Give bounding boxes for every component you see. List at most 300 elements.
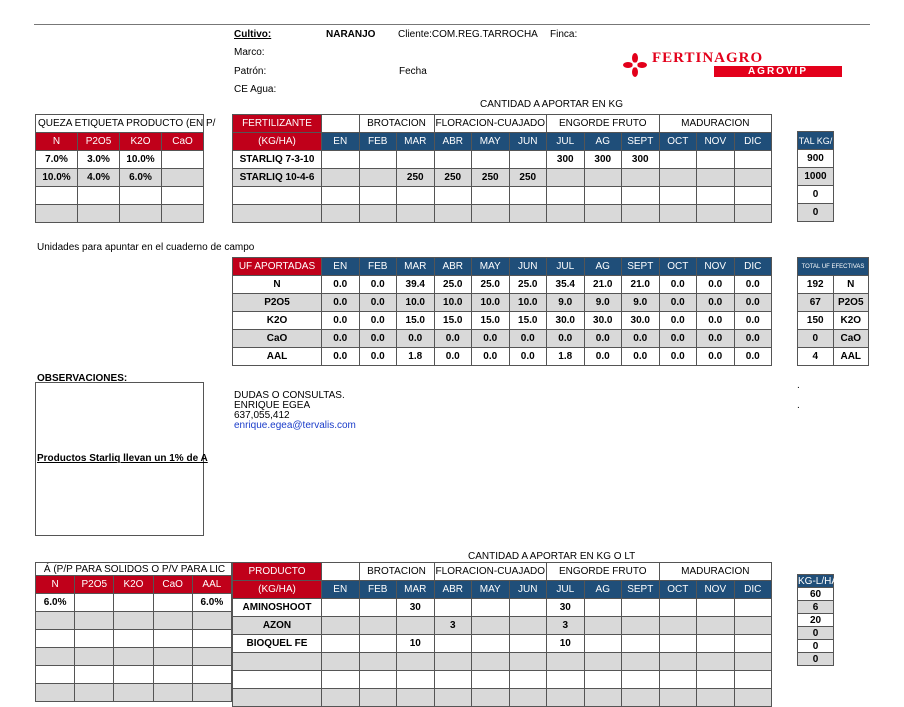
t1-caption: CANTIDAD A APORTAR EN KG	[480, 99, 623, 110]
t3-riqueza-table	[35, 562, 232, 702]
t1-cell	[434, 187, 472, 205]
t1-riq-cell	[36, 187, 78, 205]
t1-month: FEB	[359, 133, 397, 151]
t2-cell: 0.0	[659, 276, 697, 294]
t1-cell	[472, 151, 510, 169]
t2-cell: 0.0	[472, 330, 510, 348]
t1-cell	[359, 187, 397, 205]
t2-month: JUN	[509, 258, 547, 276]
t3-cell	[359, 635, 397, 653]
t1-riq-cell	[162, 169, 204, 187]
t3-cell	[622, 599, 660, 617]
t1-riq-col: K2O	[120, 133, 162, 151]
t3-riq-cell	[153, 666, 192, 684]
t2-month: ABR	[434, 258, 472, 276]
t3-riq-cell	[114, 594, 153, 612]
t3-cell	[322, 671, 360, 689]
t2-cell: 9.0	[622, 294, 660, 312]
t3-total: 60	[798, 588, 834, 601]
t1-cell	[547, 187, 585, 205]
t3-riq-cell	[114, 630, 153, 648]
t1-cell: 250	[472, 169, 510, 187]
t2-total-title: TOTAL UF EFECTIVAS	[798, 258, 869, 276]
t1-riq-cell	[162, 187, 204, 205]
t1-month: MAY	[472, 133, 510, 151]
t3-riq-cell	[192, 648, 231, 666]
t3-riq-cell	[192, 630, 231, 648]
t3-riq-cell	[114, 684, 153, 702]
t3-cell	[509, 689, 547, 707]
t2-month: NOV	[697, 258, 735, 276]
t3-riq-cell	[75, 630, 114, 648]
t3-cell	[472, 689, 510, 707]
t1-riq-cell	[78, 205, 120, 223]
t3-riq-cell	[153, 612, 192, 630]
fecha-label: Fecha	[399, 66, 427, 77]
t3-cell	[509, 653, 547, 671]
t2-cell: 30.0	[622, 312, 660, 330]
t2-total-val: 4	[798, 348, 834, 366]
t2-cell: 0.0	[359, 348, 397, 366]
t1-total: 0	[798, 186, 834, 204]
t2-cell: 0.0	[734, 330, 772, 348]
t1-fert-h2: (KG/HA)	[233, 133, 322, 151]
t1-cell	[322, 205, 360, 223]
t2-cell: 25.0	[472, 276, 510, 294]
t3-cell	[622, 635, 660, 653]
t3-cell	[659, 653, 697, 671]
t3-group-floracion: FLORACION-CUAJADO	[434, 563, 547, 581]
t1-month: SEPT	[622, 133, 660, 151]
t3-month: OCT	[659, 581, 697, 599]
obs-title: OBSERVACIONES:	[37, 373, 128, 384]
t1-month: OCT	[659, 133, 697, 151]
t1-cell	[734, 205, 772, 223]
t3-total: 0	[798, 627, 834, 640]
t3-riq-cell	[114, 612, 153, 630]
t1-month: JUN	[509, 133, 547, 151]
t2-cell: 10.0	[397, 294, 435, 312]
t1-row-name	[233, 187, 322, 205]
finca-label: Finca:	[550, 29, 578, 40]
t2-month: OCT	[659, 258, 697, 276]
t1-total-title: TAL KG/	[798, 132, 834, 150]
t3-cell	[697, 599, 735, 617]
table-row	[233, 169, 772, 187]
t3-cell	[472, 617, 510, 635]
t3-cell	[397, 617, 435, 635]
t2-cell: 15.0	[509, 312, 547, 330]
logo-flower-icon	[622, 52, 648, 78]
t2-cell: 0.0	[697, 294, 735, 312]
t2-cell: 0.0	[697, 348, 735, 366]
t3-group-maduracion: MADURACION	[659, 563, 772, 581]
t3-row-name: BIOQUEL FE	[233, 635, 322, 653]
t3-cell: 30	[397, 599, 435, 617]
t2-cell: 10.0	[434, 294, 472, 312]
t2-cell: 0.0	[659, 294, 697, 312]
table-row	[233, 312, 772, 330]
contact-email[interactable]: enrique.egea@tervalis.com	[234, 420, 356, 431]
t2-total-val: 0	[798, 330, 834, 348]
t3-cell	[509, 671, 547, 689]
logo-sub: AGROVIP	[714, 66, 842, 77]
t1-cell	[472, 187, 510, 205]
contact-title: DUDAS O CONSULTAS.	[234, 390, 345, 401]
t1-riqueza-title: QUEZA ETIQUETA PRODUCTO (EN P/	[36, 115, 204, 133]
t3-cell	[734, 635, 772, 653]
fertinagro-logo	[622, 52, 844, 78]
t3-riq-cell	[75, 666, 114, 684]
t2-cell: 0.0	[659, 348, 697, 366]
t3-cell	[322, 689, 360, 707]
t3-month: SEPT	[622, 581, 660, 599]
t3-riq-cell	[36, 666, 75, 684]
t3-riq-cell	[75, 594, 114, 612]
t2-cell: 0.0	[359, 312, 397, 330]
t3-prod-table	[232, 562, 772, 707]
t3-riq-col: N	[36, 576, 75, 594]
t1-cell: 300	[547, 151, 585, 169]
t3-riqueza-title: Á (P/P PARA SOLIDOS O P/V PARA LIC	[36, 563, 232, 576]
t3-cell	[322, 599, 360, 617]
t3-riq-cell: 6.0%	[36, 594, 75, 612]
t2-cell: 0.0	[734, 294, 772, 312]
t3-caption: CANTIDAD A APORTAR EN KG O LT	[468, 551, 636, 562]
table-row	[233, 330, 772, 348]
logo-name: FERTINAGRO	[652, 50, 764, 66]
t2-total-table	[797, 257, 869, 366]
t1-riqueza-table	[35, 114, 216, 223]
t1-cell	[359, 205, 397, 223]
t1-month: EN	[322, 133, 360, 151]
t1-cell	[697, 151, 735, 169]
t2-cell: 0.0	[359, 330, 397, 348]
t3-row-name: AMINOSHOOT	[233, 599, 322, 617]
t2-cell: 25.0	[509, 276, 547, 294]
t2-row-name: N	[233, 276, 322, 294]
t2-cell: 0.0	[509, 348, 547, 366]
t1-group-maduracion: MADURACION	[659, 115, 772, 133]
t1-riq-cell: 7.0%	[36, 151, 78, 169]
t3-riq-col: P2O5	[75, 576, 114, 594]
t3-cell	[359, 617, 397, 635]
t3-total: 6	[798, 601, 834, 614]
t3-month: JUL	[547, 581, 585, 599]
t3-total: 0	[798, 653, 834, 666]
t3-cell	[584, 653, 622, 671]
t1-cell	[509, 205, 547, 223]
t3-row-name	[233, 689, 322, 707]
t2-row-name: P2O5	[233, 294, 322, 312]
t1-month: MAR	[397, 133, 435, 151]
t3-cell: 3	[434, 617, 472, 635]
t1-cell	[659, 169, 697, 187]
t1-total-table	[797, 114, 834, 222]
t3-row-name	[233, 653, 322, 671]
t2-month: DIC	[734, 258, 772, 276]
cliente-text: Cliente:COM.REG.TARROCHA	[398, 29, 538, 40]
t2-month: EN	[322, 258, 360, 276]
t1-riq-cell	[120, 205, 162, 223]
t2-month: FEB	[359, 258, 397, 276]
t3-cell	[547, 653, 585, 671]
t3-month: ABR	[434, 581, 472, 599]
t2-month: AG	[584, 258, 622, 276]
t1-cell	[547, 169, 585, 187]
t1-cell	[734, 169, 772, 187]
t3-cell	[397, 653, 435, 671]
t2-cell: 0.0	[734, 348, 772, 366]
t1-cell	[322, 151, 360, 169]
t1-cell	[509, 187, 547, 205]
t2-total-unit: N	[833, 276, 869, 294]
t2-cell: 0.0	[697, 312, 735, 330]
t3-cell	[659, 689, 697, 707]
t3-group-brotacion: BROTACION	[359, 563, 434, 581]
t1-month: DIC	[734, 133, 772, 151]
t2-month: MAY	[472, 258, 510, 276]
t1-riq-col: CaO	[162, 133, 204, 151]
t3-riq-cell	[153, 630, 192, 648]
t2-cell: 0.0	[322, 294, 360, 312]
t3-month: MAY	[472, 581, 510, 599]
t1-cell	[397, 205, 435, 223]
t3-cell	[584, 635, 622, 653]
t1-fert-table	[232, 114, 772, 223]
t3-cell	[734, 599, 772, 617]
t2-total-val: 67	[798, 294, 834, 312]
t3-cell	[359, 599, 397, 617]
table-row	[233, 187, 772, 205]
t3-cell: 10	[547, 635, 585, 653]
t1-riq-cell: 6.0%	[120, 169, 162, 187]
t2-row-name: AAL	[233, 348, 322, 366]
t3-cell	[359, 653, 397, 671]
t2-cell: 21.0	[584, 276, 622, 294]
t1-cell	[697, 205, 735, 223]
t3-riq-cell: 6.0%	[192, 594, 231, 612]
t3-cell	[397, 671, 435, 689]
t2-title: UF APORTADAS	[233, 258, 322, 276]
t1-riq-col: P2O5	[78, 133, 120, 151]
t1-cell	[622, 205, 660, 223]
t3-cell	[659, 617, 697, 635]
t3-riq-cell	[192, 684, 231, 702]
t2-cell: 0.0	[322, 312, 360, 330]
t1-row-name: STARLIQ 7-3-10	[233, 151, 322, 169]
t3-row-name: AZON	[233, 617, 322, 635]
t3-month: FEB	[359, 581, 397, 599]
t2-cell: 0.0	[322, 348, 360, 366]
t1-riq-cell: 10.0%	[120, 151, 162, 169]
top-rule	[34, 24, 870, 25]
t2-row-name: CaO	[233, 330, 322, 348]
t3-group-engorde: ENGORDE FRUTO	[547, 563, 660, 581]
t2-cell: 1.8	[547, 348, 585, 366]
t2-cell: 0.0	[509, 330, 547, 348]
t3-cell	[622, 671, 660, 689]
t1-cell: 300	[622, 151, 660, 169]
t3-cell	[697, 671, 735, 689]
t2-cell: 10.0	[472, 294, 510, 312]
t3-cell	[472, 653, 510, 671]
t2-cell: 0.0	[359, 294, 397, 312]
ce-agua-label: CE Agua:	[234, 84, 277, 95]
contact-name: ENRIQUE EGEA	[234, 400, 311, 411]
table-row	[233, 635, 772, 653]
table-row	[233, 294, 772, 312]
t1-riq-cell: 3.0%	[78, 151, 120, 169]
t1-cell: 250	[397, 169, 435, 187]
t2-total-val: 192	[798, 276, 834, 294]
t2-cell: 1.8	[397, 348, 435, 366]
t2-cell: 9.0	[547, 294, 585, 312]
t1-riq-cell	[78, 187, 120, 205]
t1-cell	[397, 187, 435, 205]
t2-cell: 0.0	[734, 312, 772, 330]
t1-group-brotacion: BROTACION	[359, 115, 434, 133]
t3-cell	[434, 599, 472, 617]
t3-cell	[472, 671, 510, 689]
table-row	[233, 617, 772, 635]
t2-total-unit: P2O5	[833, 294, 869, 312]
t2-cell: 0.0	[322, 276, 360, 294]
patron-label: Patrón:	[234, 66, 267, 77]
table-row	[233, 151, 772, 169]
cultivo-value: NARANJO	[326, 29, 376, 40]
t3-riq-col: CaO	[153, 576, 192, 594]
t3-riq-cell	[114, 666, 153, 684]
t3-cell	[434, 635, 472, 653]
t3-cell	[734, 671, 772, 689]
t2-cell: 0.0	[359, 276, 397, 294]
t2-cell: 0.0	[622, 330, 660, 348]
t3-cell	[584, 689, 622, 707]
t1-cell	[622, 169, 660, 187]
t3-cell	[547, 689, 585, 707]
t3-cell	[322, 617, 360, 635]
t1-cell	[547, 205, 585, 223]
t2-cell: 35.4	[547, 276, 585, 294]
t1-cell	[359, 169, 397, 187]
t3-riq-cell	[36, 612, 75, 630]
t3-month: JUN	[509, 581, 547, 599]
t1-cell	[397, 151, 435, 169]
table-row	[233, 205, 772, 223]
t3-cell	[322, 635, 360, 653]
t1-cell	[659, 151, 697, 169]
t3-riq-cell	[36, 630, 75, 648]
t2-cell: 0.0	[659, 312, 697, 330]
t1-riq-col: N	[36, 133, 78, 151]
t1-row-name	[233, 205, 322, 223]
t2-cell: 0.0	[397, 330, 435, 348]
t3-cell	[584, 599, 622, 617]
t3-cell	[659, 671, 697, 689]
t2-cell: 0.0	[472, 348, 510, 366]
t1-riq-cell	[36, 205, 78, 223]
t3-group-empty	[322, 563, 360, 581]
t2-cell: 0.0	[584, 330, 622, 348]
t3-cell	[434, 689, 472, 707]
t2-cell: 0.0	[434, 348, 472, 366]
t2-cell: 0.0	[659, 330, 697, 348]
table-row	[233, 671, 772, 689]
t2-cell: 21.0	[622, 276, 660, 294]
t1-cell	[584, 205, 622, 223]
t3-cell	[472, 635, 510, 653]
t3-total: 0	[798, 640, 834, 653]
t1-row-name: STARLIQ 10-4-6	[233, 169, 322, 187]
t3-cell	[509, 599, 547, 617]
t3-riq-cell	[75, 648, 114, 666]
t2-cell: 0.0	[547, 330, 585, 348]
t1-month: AG	[584, 133, 622, 151]
table-row	[233, 653, 772, 671]
table-row	[233, 599, 772, 617]
t3-total-table	[797, 562, 839, 666]
t1-cell	[584, 169, 622, 187]
t3-cell	[584, 617, 622, 635]
t3-cell	[547, 671, 585, 689]
t3-prod-h2: (KG/HA)	[233, 581, 322, 599]
t3-cell	[622, 617, 660, 635]
t3-riq-cell	[192, 612, 231, 630]
t3-riq-cell	[153, 594, 192, 612]
t1-cell	[509, 151, 547, 169]
t3-cell	[509, 617, 547, 635]
dot-1: .	[797, 380, 800, 391]
t3-row-name	[233, 671, 322, 689]
t3-riq-col: AAL	[192, 576, 231, 594]
t2-cell: 25.0	[434, 276, 472, 294]
t2-cell: 9.0	[584, 294, 622, 312]
t2-cell: 0.0	[697, 330, 735, 348]
t3-cell	[434, 671, 472, 689]
t3-cell	[697, 653, 735, 671]
t2-month: SEPT	[622, 258, 660, 276]
t3-cell	[622, 689, 660, 707]
t2-uf-table	[232, 257, 772, 366]
t1-total: 1000	[798, 168, 834, 186]
t1-total: 900	[798, 150, 834, 168]
t1-riq-cell	[162, 151, 204, 169]
t2-cell: 30.0	[584, 312, 622, 330]
t2-row-name: K2O	[233, 312, 322, 330]
t1-cell	[622, 187, 660, 205]
t1-cell	[734, 187, 772, 205]
t2-total-unit: K2O	[833, 312, 869, 330]
t2-cell: 0.0	[434, 330, 472, 348]
contact-block	[234, 391, 356, 431]
t3-month: AG	[584, 581, 622, 599]
t1-cell: 250	[509, 169, 547, 187]
t3-cell	[734, 617, 772, 635]
t1-group-engorde: ENGORDE FRUTO	[547, 115, 660, 133]
t3-cell	[622, 653, 660, 671]
t3-cell	[734, 653, 772, 671]
t1-cell	[659, 205, 697, 223]
t3-riq-cell	[153, 684, 192, 702]
t2-total-val: 150	[798, 312, 834, 330]
t3-cell	[659, 599, 697, 617]
t2-cell: 39.4	[397, 276, 435, 294]
t3-riq-col: K2O	[114, 576, 153, 594]
t2-cell: 0.0	[697, 276, 735, 294]
cultivo-label: Cultivo:	[234, 29, 272, 40]
t3-riq-cell	[36, 648, 75, 666]
